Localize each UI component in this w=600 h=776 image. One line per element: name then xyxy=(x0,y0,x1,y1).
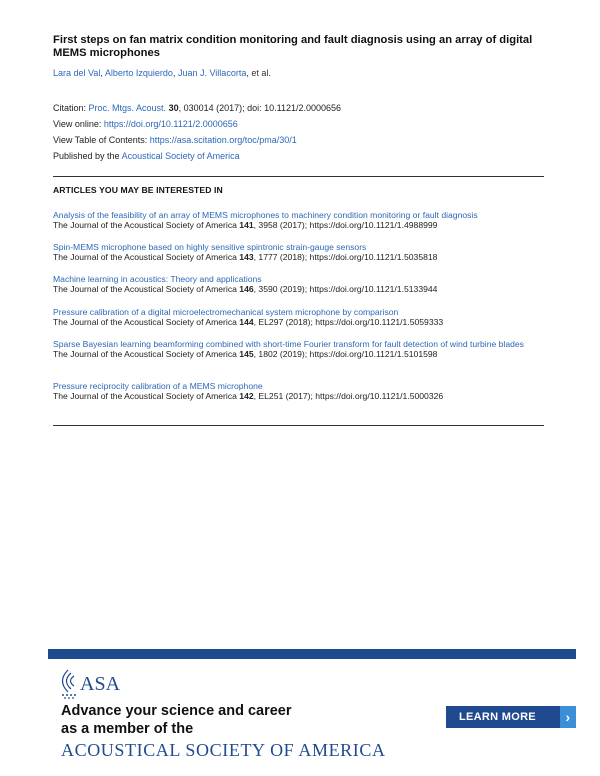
bottom-divider xyxy=(53,425,544,426)
related-article-title[interactable]: Pressure reciprocity calibration of a MEMS microphone xyxy=(53,381,263,391)
citation-line: Citation: Proc. Mtgs. Acoust. 30, 030014 (2017); doi: 10.1121/2.0000656 xyxy=(53,103,342,113)
author-link[interactable]: Alberto Izquierdo xyxy=(104,68,173,78)
society-name: ACOUSTICAL SOCIETY OF AMERICA xyxy=(61,740,386,760)
related-article xyxy=(53,210,548,230)
view-online-line: View online: https://doi.org/10.1121/2.0000656 xyxy=(53,119,238,129)
chevron-right-icon: › xyxy=(560,706,576,728)
related-article-citation: The Journal of the Acoustical Society of America 145, 1802 (2019); https://doi.org/10.1121/1.5101598 xyxy=(53,349,438,359)
asa-logo xyxy=(58,667,138,699)
related-article xyxy=(53,339,548,359)
banner-subheadline: as a member of the xyxy=(61,721,194,737)
related-article xyxy=(53,274,548,294)
author-list: Lara del Val, Alberto Izquierdo, Juan J. Villacorta, et al. xyxy=(53,68,271,78)
toc-link[interactable]: https://asa.scitation.org/toc/pma/30/1 xyxy=(149,135,297,145)
related-article-citation: The Journal of the Acoustical Society of America 142, EL251 (2017); https://doi.org/10.1121/1.5000326 xyxy=(53,391,444,401)
author-link[interactable]: Juan J. Villacorta xyxy=(177,68,247,78)
related-article xyxy=(53,242,548,262)
logo-text: ASA xyxy=(80,673,121,695)
publisher-link[interactable]: Acoustical Society of America xyxy=(121,151,240,161)
view-online-link[interactable]: https://doi.org/10.1121/2.0000656 xyxy=(103,119,238,129)
sound-wave-icon xyxy=(58,667,82,699)
related-article xyxy=(53,307,548,327)
banner-headline: Advance your science and career xyxy=(61,703,292,719)
learn-more-button[interactable] xyxy=(446,706,576,728)
published-line: Published by the Acoustical Society of America xyxy=(53,151,240,161)
related-article-citation: The Journal of the Acoustical Society of America 146, 3590 (2019); https://doi.org/10.1121/1.5133944 xyxy=(53,284,438,294)
authors-suffix: , et al. xyxy=(246,68,271,78)
learn-more-label: LEARN MORE xyxy=(459,711,536,723)
related-article-citation: The Journal of the Acoustical Society of America 143, 1777 (2018); https://doi.org/10.1121/1.5035818 xyxy=(53,252,438,262)
top-divider xyxy=(53,176,544,177)
related-article-title[interactable]: Spin-MEMS microphone based on highly sensitive spintronic strain-gauge sensors xyxy=(53,242,367,252)
paper-title: First steps on fan matrix condition monitoring and fault diagnosis using an array of digital MEMS microphones xyxy=(53,34,533,59)
citation-volume: 30 xyxy=(168,103,179,113)
related-article-title[interactable]: Analysis of the feasibility of an array of MEMS microphones to machinery condition monitoring or fault diagnosis xyxy=(53,210,478,220)
related-article-title[interactable]: Pressure calibration of a digital microelectromechanical system microphone by comparison xyxy=(53,307,399,317)
related-article-citation: The Journal of the Acoustical Society of America 144, EL297 (2018); https://doi.org/10.1121/1.5059333 xyxy=(53,317,444,327)
related-article xyxy=(53,381,548,401)
toc-line: View Table of Contents: https://asa.scitation.org/toc/pma/30/1 xyxy=(53,135,297,145)
banner-stripe xyxy=(48,649,576,659)
related-article-title[interactable]: Sparse Bayesian learning beamforming combined with short-time Fourier transform for fault detection of wind turbine blades xyxy=(53,339,524,349)
author-link[interactable]: Lara del Val xyxy=(53,68,101,78)
related-article-citation: The Journal of the Acoustical Society of America 141, 3958 (2017); https://doi.org/10.1121/1.4988999 xyxy=(53,220,438,230)
related-heading: ARTICLES YOU MAY BE INTERESTED IN xyxy=(53,185,223,195)
membership-banner[interactable] xyxy=(48,649,576,767)
journal-link[interactable]: Proc. Mtgs. Acoust. xyxy=(88,103,167,113)
related-article-title[interactable]: Machine learning in acoustics: Theory and applications xyxy=(53,274,262,284)
